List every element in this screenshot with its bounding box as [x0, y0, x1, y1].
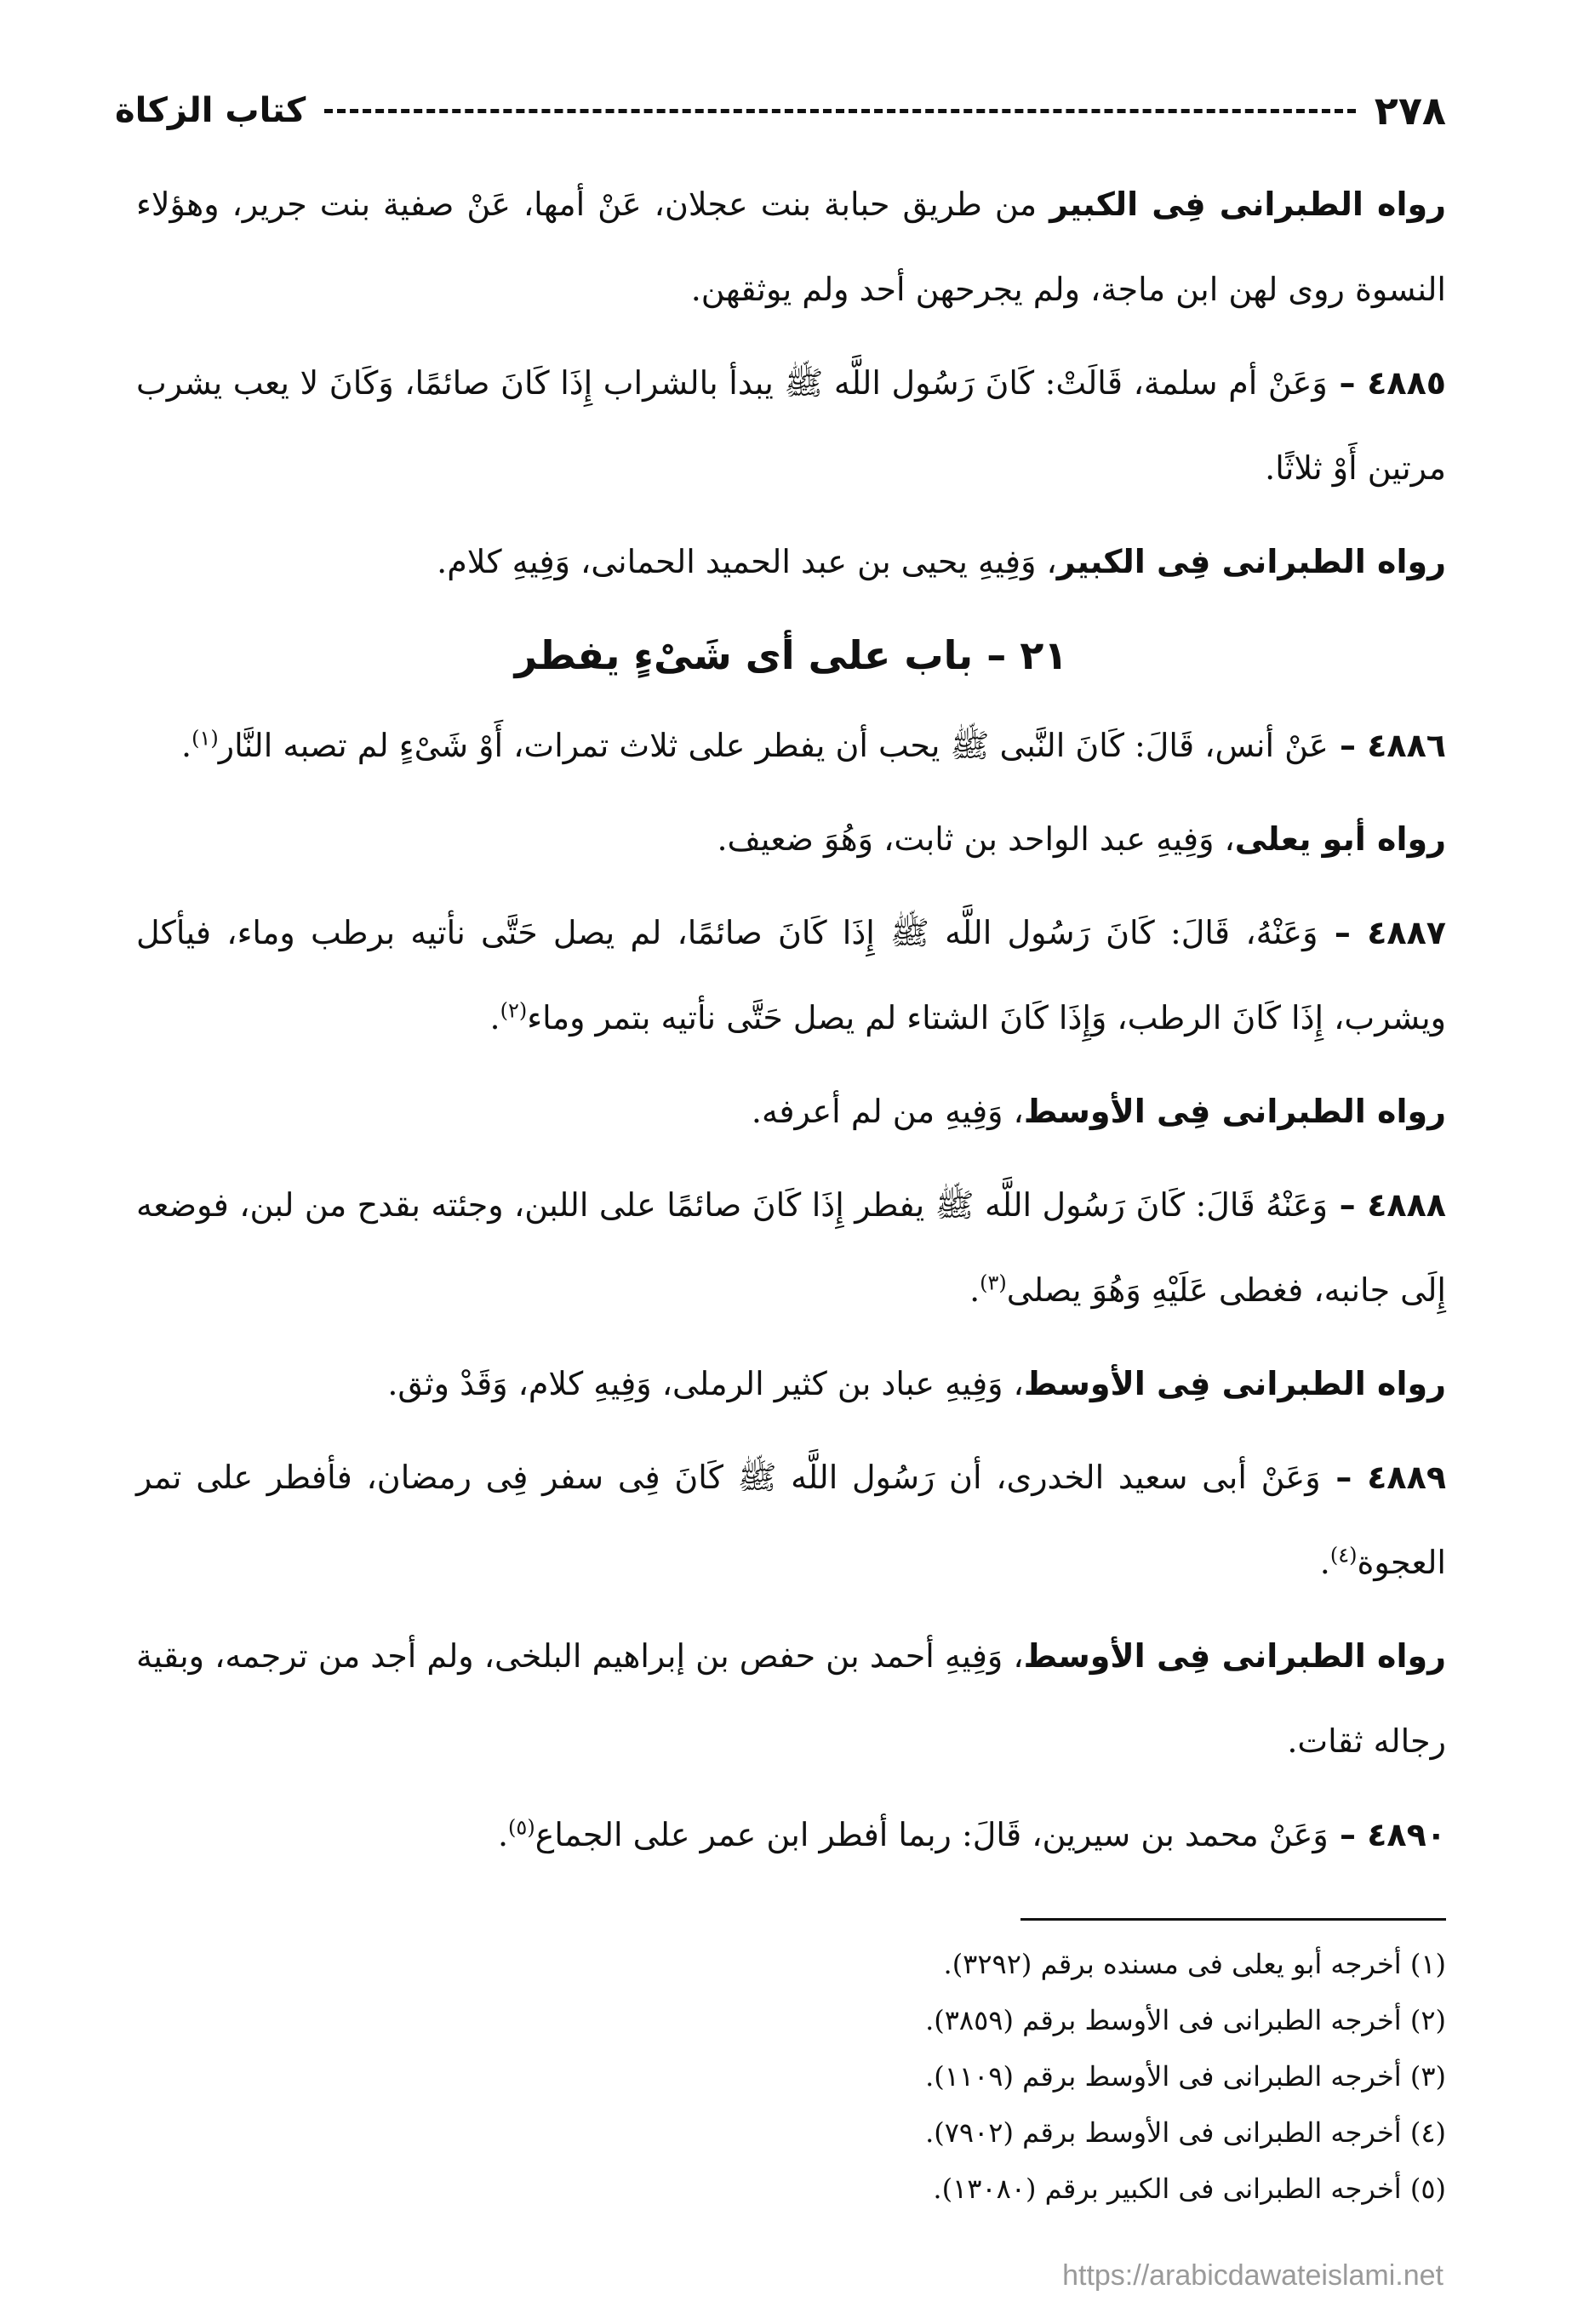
hadith-4889: ٤٨٨٩ – وَعَنْ أبى سعيد الخدرى، أن رَسُول اللَّه ﷺ كَانَ فِى سفر فِى رمضان، فأفطر على تمر العجوة$^{(٤)}$. — [136, 1459, 1447, 1581]
footnote-4: (٤) أخرجه الطبرانى فى الأوسط برقم (٧٩٠٢). — [925, 2116, 1446, 2149]
hadith-text: وَعَنْهُ، قَالَ: كَانَ رَسُول اللَّه ﷺ إِذَا كَانَ صائمًا، لم يصل حَتَّى نأتيه برطب وماء، فيأكل ويشرب، إِذَا كَانَ الرطب، وَإِذَا كَانَ الشتاء لم يصل حَتَّى نأتيه بتمر وماء — [136, 914, 1446, 1036]
source-text: ، وَفِيهِ يحيى بن عبد الحميد الحمانى، وَفِيهِ كلام. — [437, 543, 1057, 580]
hadith-4887: ٤٨٨٧ – وَعَنْهُ، قَالَ: كَانَ رَسُول اللَّه ﷺ إِذَا كَانَ صائمًا، لم يصل حَتَّى نأتيه برطب وماء، فيأكل ويشرب، إِذَا كَانَ الرطب، وَإِذَا كَانَ الشتاء لم يصل حَتَّى نأتيه بتمر وماء$^{(٢)}$. — [136, 914, 1446, 1036]
hadith-number: ٤٨٨٩ — [1367, 1459, 1447, 1496]
hadith-4885 — [136, 340, 1446, 511]
source-paragraph — [136, 1069, 1446, 1154]
source-attribution: رواه الطبرانى فِى الأوسط — [1023, 1637, 1447, 1675]
page-body — [136, 162, 1446, 1886]
source-text: ، وَفِيهِ عباد بن كثير الرملى، وَفِيهِ كلام، وَقَدْ وثق. — [387, 1365, 1024, 1402]
footnote-ref[interactable]: (٣) — [980, 1270, 1007, 1295]
hadith-dash: – — [1327, 364, 1368, 402]
source-text: ، وَفِيهِ من لم أعرفه. — [751, 1093, 1024, 1130]
hadith-text: عَنْ أنس، قَالَ: كَانَ النَّبى ﷺ يحب أن يفطر على ثلاث تمرات، أَوْ شَىْءٍ لم تصبه النَّار — [218, 727, 1329, 764]
hadith-text: وَعَنْ أم سلمة، قَالَتْ: كَانَ رَسُول اللَّه ﷺ يبدأ بالشراب إِذَا كَانَ صائمًا، وَكَانَ لا يعب يشرب مرتين أَوْ ثلاثًا. — [136, 364, 1446, 487]
hadith-number: ٤٨٨٥ — [1367, 364, 1446, 402]
hadith-text: وَعَنْ محمد بن سيرين، قَالَ: ربما أفطر ابن عمر على الجماع — [535, 1816, 1329, 1853]
hadith-number: ٤٨٨٧ — [1367, 914, 1446, 951]
footnote-ref[interactable]: (٢) — [500, 998, 528, 1023]
footnote-ref[interactable]: (٤) — [1329, 1543, 1358, 1567]
source-paragraph — [136, 519, 1446, 604]
source-paragraph — [136, 1613, 1446, 1784]
running-header — [115, 81, 1446, 140]
source-text: من طريق حبابة بنت عجلان، عَنْ أمها، عَنْ صفية بنت جرير، وهؤلاء النسوة روى لهن ابن ماجة، ولم يجرحهن أحد ولم يوثقهن. — [136, 186, 1446, 308]
source-paragraph — [136, 797, 1446, 882]
footnote-separator — [1020, 1918, 1446, 1921]
source-attribution: رواه الطبرانى فِى الكبير — [1056, 543, 1446, 580]
source-attribution: رواه أبو يعلى — [1234, 820, 1446, 858]
source-attribution: رواه الطبرانى فِى الكبير — [1049, 186, 1446, 223]
hadith-4888: ٤٨٨٨ – وَعَنْهُ قَالَ: كَانَ رَسُول اللَّه ﷺ يفطر إِذَا كَانَ صائمًا على اللبن، وجئته بقدح من لبن، فوضعه إِلَى جانبه، فغطى عَلَيْهِ وَهُوَ يصلى$^{(٣)}$. — [136, 1186, 1446, 1309]
hadith-4886: ٤٨٨٦ – عَنْ أنس، قَالَ: كَانَ النَّبى ﷺ يحب أن يفطر على ثلاث تمرات، أَوْ شَىْءٍ لم تصبه النَّار$^{(١)}$. — [180, 726, 1446, 764]
footnote-1: (١) أخرجه أبو يعلى فى مسنده برقم (٣٢٩٢). — [943, 1948, 1446, 1980]
footnote-ref[interactable]: (٥) — [508, 1815, 535, 1840]
hadith-text: وَعَنْ أبى سعيد الخدرى، أن رَسُول اللَّه ﷺ كَانَ فِى سفر فِى رمضان، فأفطر على تمر العجوة — [136, 1459, 1446, 1581]
hadith-4890: ٤٨٩٠ – وَعَنْ محمد بن سيرين، قَالَ: ربما أفطر ابن عمر على الجماع$^{(٥)}$. — [497, 1815, 1446, 1853]
source-paragraph — [136, 1341, 1446, 1426]
source-attribution: رواه الطبرانى فِى الأوسط — [1023, 1093, 1446, 1130]
source-text: ، وَفِيهِ أحمد بن حفص بن إبراهيم البلخى، ولم أجد من ترجمه، وبقية رجاله ثقات. — [136, 1637, 1446, 1760]
source-attribution: رواه الطبرانى فِى الأوسط — [1023, 1365, 1446, 1402]
hadith-number: ٤٨٨٨ — [1367, 1186, 1446, 1224]
header-dashed-rule — [324, 109, 1356, 113]
watermark-url: https://arabicdawateislami.net — [1062, 2259, 1444, 2292]
footnote-ref[interactable]: (١) — [192, 726, 219, 751]
footnote-5: (٥) أخرجه الطبرانى فى الكبير برقم (١٣٠٨٠). — [933, 2173, 1446, 2205]
hadith-number: ٤٨٨٦ — [1367, 727, 1446, 764]
source-paragraph — [136, 162, 1446, 332]
book-title: كتاب الزكاة — [115, 91, 306, 130]
source-text: ، وَفِيهِ عبد الواحد بن ثابت، وَهُوَ ضعيف. — [717, 820, 1235, 858]
footnote-2: (٢) أخرجه الطبرانى فى الأوسط برقم (٣٨٥٩). — [925, 2004, 1446, 2036]
chapter-heading: ٢١ – باب على أى شَىْءٍ يفطر — [514, 632, 1068, 678]
page-number: ٢٧٨ — [1374, 88, 1446, 134]
footnote-3: (٣) أخرجه الطبرانى فى الأوسط برقم (١١٠٩). — [925, 2060, 1446, 2093]
hadith-text: وَعَنْهُ قَالَ: كَانَ رَسُول اللَّه ﷺ يفطر إِذَا كَانَ صائمًا على اللبن، وجئته بقدح من لبن، فوضعه إِلَى جانبه، فغطى عَلَيْهِ وَهُوَ يصلى — [136, 1186, 1446, 1309]
footnotes — [136, 1936, 1446, 2217]
hadith-number: ٤٨٩٠ — [1367, 1816, 1446, 1853]
